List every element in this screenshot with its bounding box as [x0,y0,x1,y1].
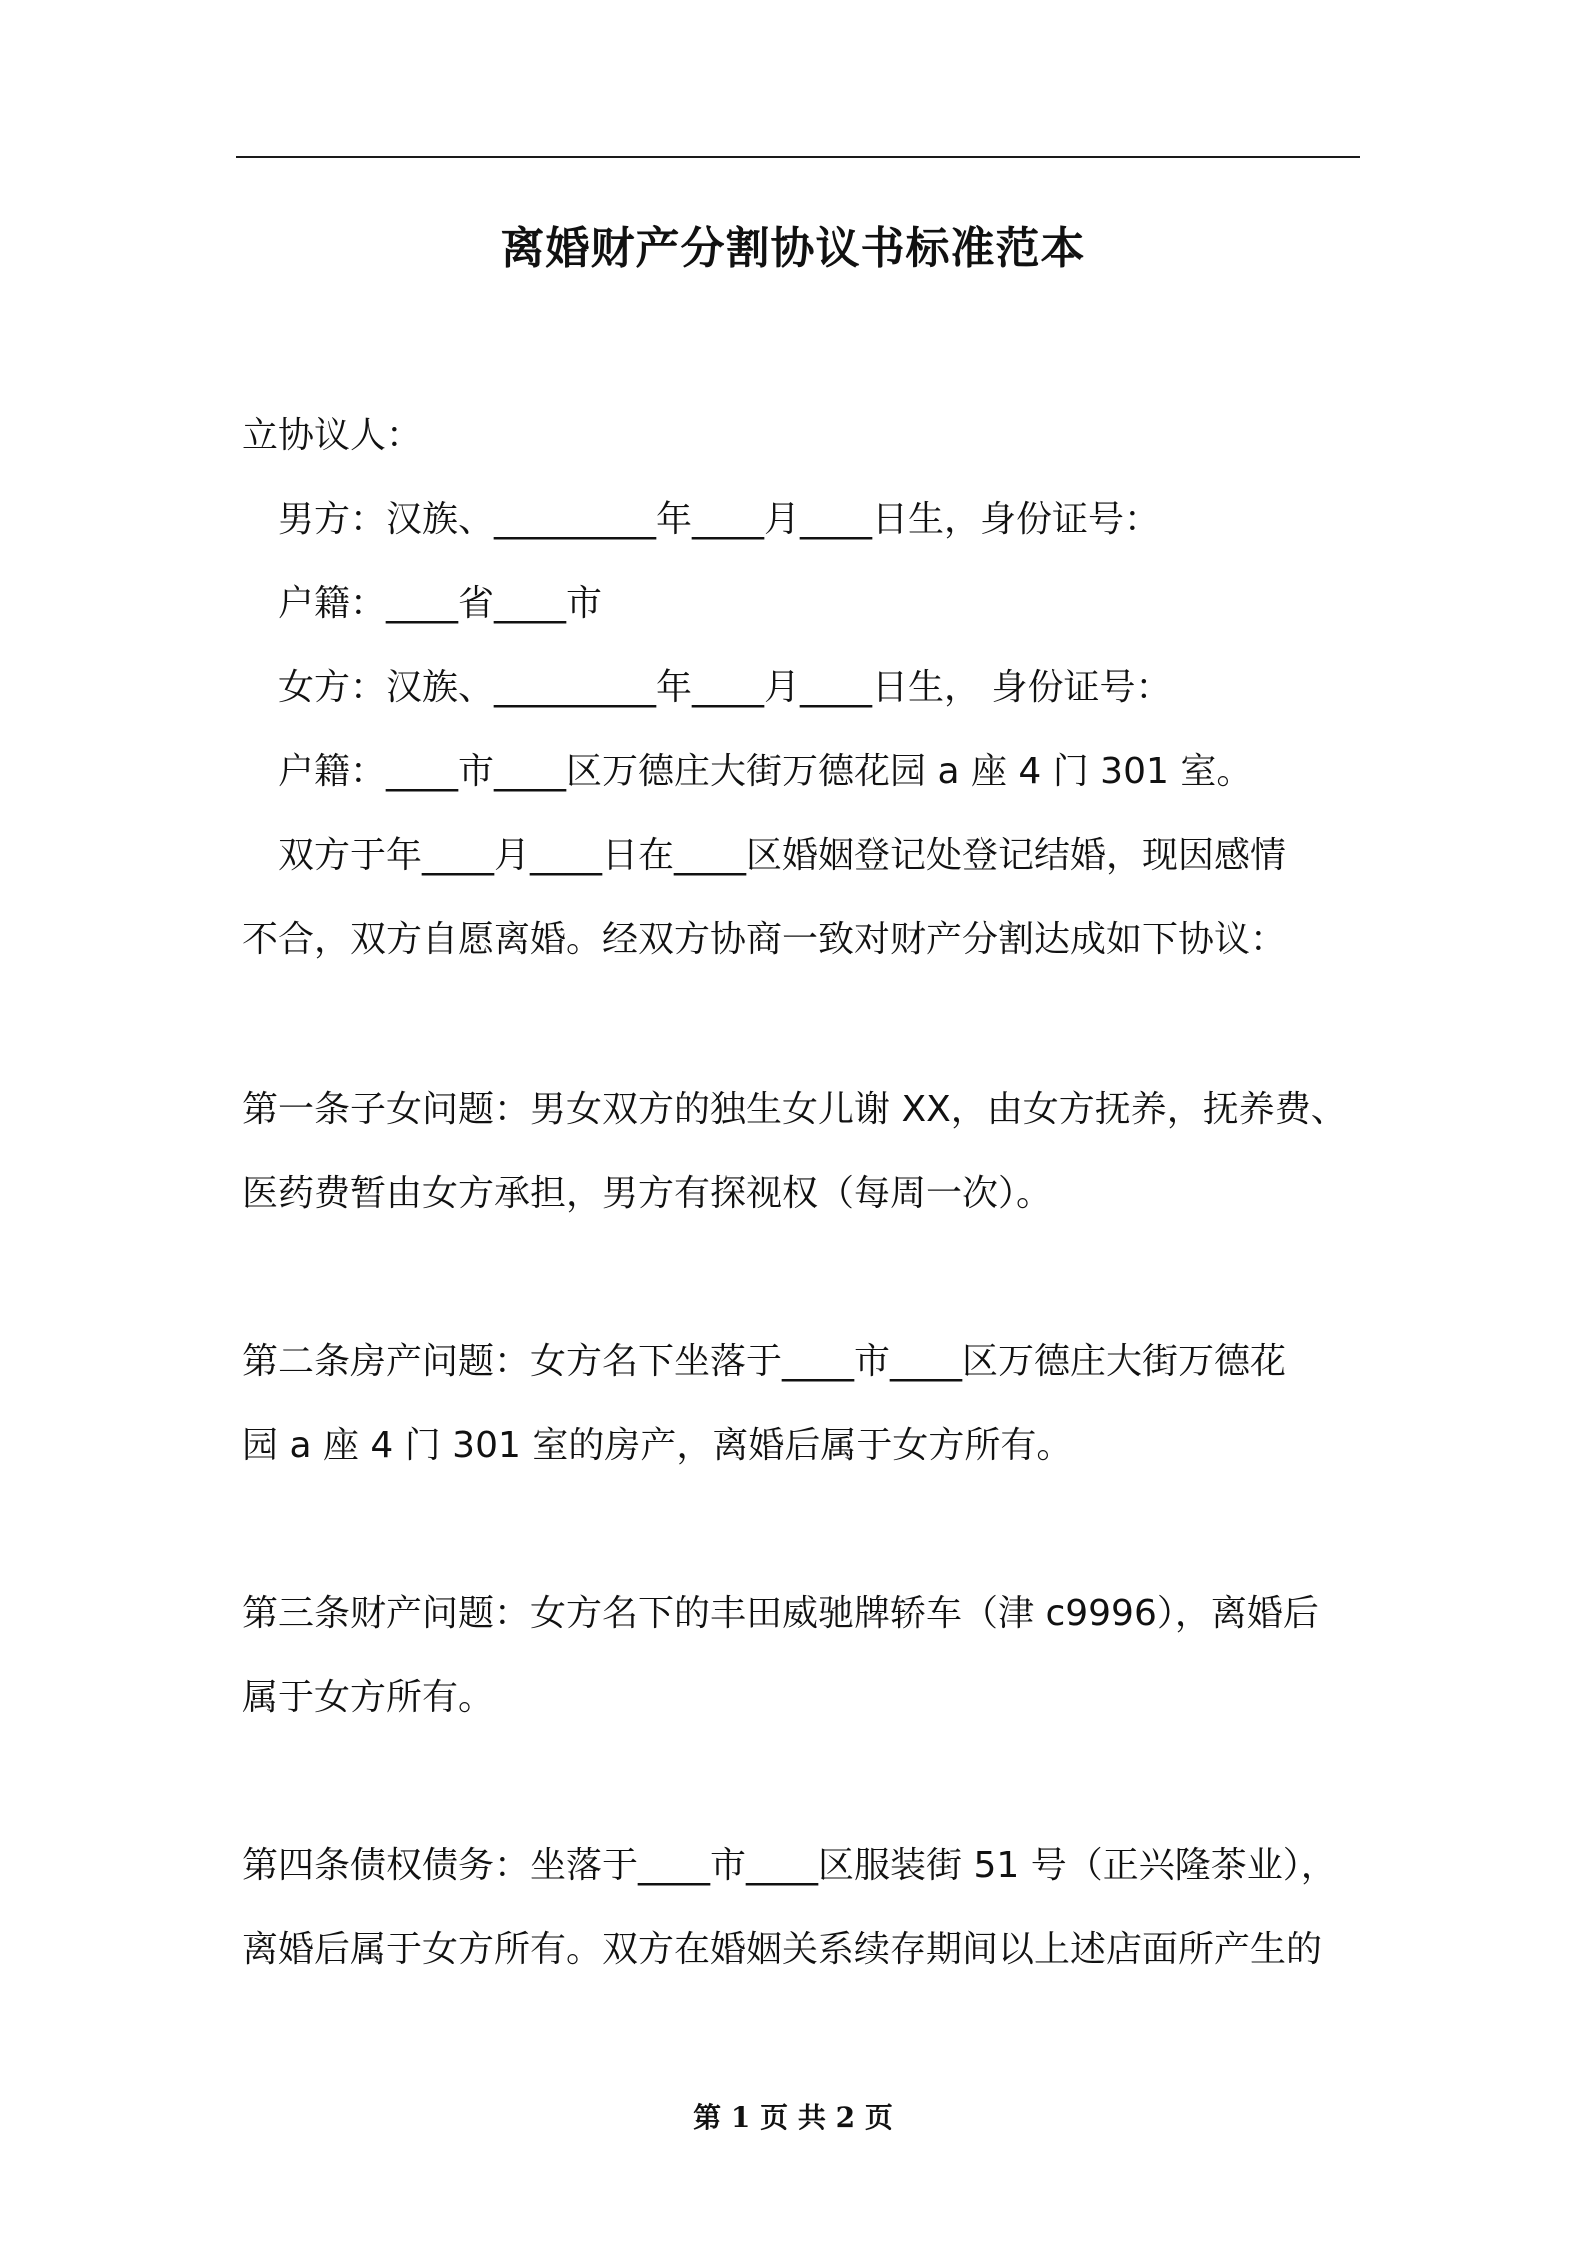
header-rule [236,156,1360,158]
female-domicile-line: 户籍：____市____区万德庄大街万德花园 a 座 4 门 301 室。 [278,751,1253,792]
parties-heading: 立协议人： [242,415,423,456]
article-1-line-1: 第一条子女问题：男女双方的独生女儿谢 XX，由女方抚养，抚养费、 [242,1089,1347,1130]
article-3-line-1: 第三条财产问题：女方名下的丰田威驰牌轿车（津 c9996），离婚后 [242,1593,1319,1634]
document-title: 离婚财产分割协议书标准范本 [500,223,1086,274]
page-number-footer: 第 1 页 共 2 页 [693,2101,893,2134]
female-party-line: 女方：汉族、_________年____月____日生， 身份证号： [278,667,1172,708]
article-3-line-2: 属于女方所有。 [242,1677,495,1718]
article-2-line-1: 第二条房产问题：女方名下坐落于____市____区万德庄大街万德花 [242,1341,1287,1382]
intro-paragraph-line-1: 双方于年____月____日在____区婚姻登记处登记结婚，现因感情 [278,835,1287,876]
article-2-line-2: 园 a 座 4 门 301 室的房产，离婚后属于女方所有。 [242,1425,1073,1466]
article-1-line-2: 医药费暂由女方承担，男方有探视权（每周一次）。 [242,1173,1053,1214]
intro-paragraph-line-2: 不合，双方自愿离婚。经双方协商一致对财产分割达成如下协议： [242,919,1287,960]
male-party-line: 男方：汉族、_________年____月____日生，身份证号： [278,499,1161,540]
article-4-line-2: 离婚后属于女方所有。双方在婚姻关系续存期间以上述店面所产生的 [242,1929,1323,1970]
male-domicile-line: 户籍：____省____市 [278,583,603,624]
article-4-line-1: 第四条债权债务：坐落于____市____区服装街 51 号（正兴隆茶业）， [242,1845,1337,1886]
